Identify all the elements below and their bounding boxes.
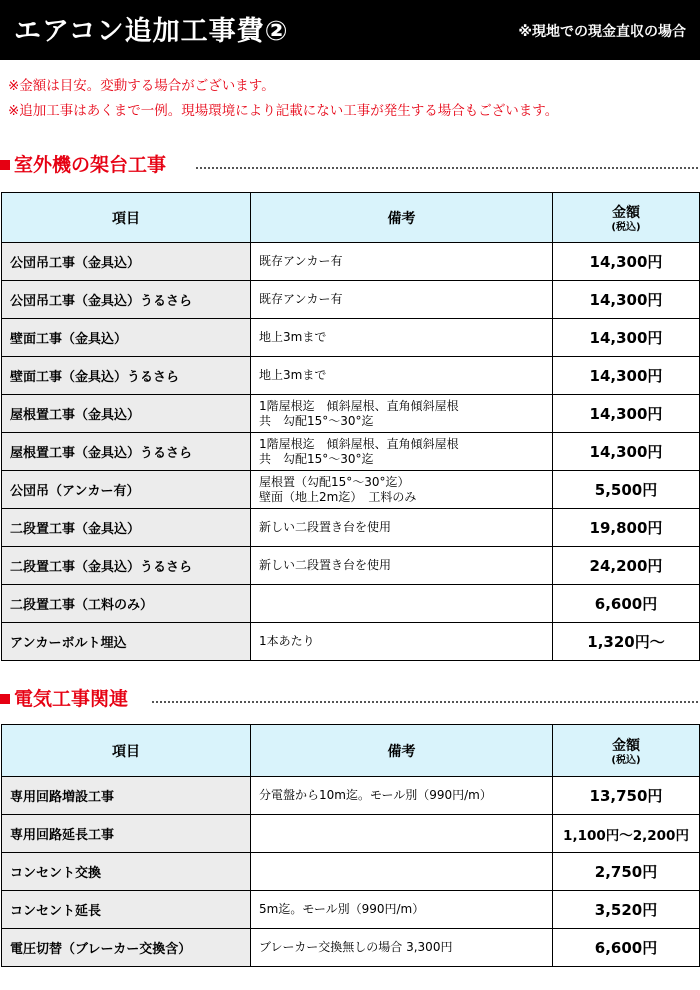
table-header-row [2,193,700,243]
row-price: 6,600円 [553,585,700,623]
row-price: 1,320円～ [553,623,700,661]
row-price: 14,300円 [553,433,700,471]
row-note: 既存アンカー有 [251,243,553,281]
row-price: 14,300円 [553,395,700,433]
price-header-tax: (税込) [611,754,641,766]
price-header-label: 金額 [612,204,640,221]
row-item: 公団吊工事（金具込）うるさら [2,281,251,319]
table-row [2,281,700,319]
row-item: 専用回路増設工事 [2,777,251,815]
page-title: エアコン追加工事費② [14,16,289,47]
row-item: 二段置工事（工料のみ） [2,585,251,623]
table-row [2,891,700,929]
row-note: 屋根置（勾配15°～30°迄） 壁面（地上2m迄） 工料のみ [251,471,553,509]
row-item: 公団吊（アンカー有） [2,471,251,509]
row-item: 専用回路延長工事 [2,815,251,853]
table-row [2,853,700,891]
table-row [2,395,700,433]
row-price: 14,300円 [553,281,700,319]
row-item: 公団吊工事（金具込） [2,243,251,281]
table-row [2,547,700,585]
page-subtitle: ※現地での現金直収の場合 [518,24,686,40]
header-bar [0,0,700,60]
row-note: 1本あたり [251,623,553,661]
table-row [2,433,700,471]
table-body [2,243,700,661]
row-note [251,853,553,891]
row-item: 壁面工事（金具込）うるさら [2,357,251,395]
row-price: 5,500円 [553,471,700,509]
row-note [251,815,553,853]
column-header-note: 備考 [251,725,553,777]
table-row [2,471,700,509]
table-row [2,777,700,815]
row-note: 地上3mまで [251,357,553,395]
row-note: 1階屋根迄 傾斜屋根、直角傾斜屋根 共 勾配15°～30°迄 [251,433,553,471]
column-header-note: 備考 [251,193,553,243]
row-item: 電圧切替（ブレーカー交換含） [2,929,251,967]
table-row [2,243,700,281]
row-note: 新しい二段置き台を使用 [251,547,553,585]
row-price: 14,300円 [553,357,700,395]
row-item: コンセント交換 [2,853,251,891]
column-header-item: 項目 [2,193,251,243]
column-header-price [553,193,700,243]
square-bullet-icon [0,694,10,704]
note-line: ※金額は目安。変動する場合がございます。 [8,78,275,94]
table-row [2,929,700,967]
section-heading: 電気工事関連 [14,688,129,710]
row-price: 3,520円 [553,891,700,929]
section-title-electric [0,685,700,713]
row-price: 1,100円～2,200円 [553,815,700,853]
notes [8,74,558,124]
row-item: 二段置工事（金具込） [2,509,251,547]
row-price: 13,750円 [553,777,700,815]
row-price: 24,200円 [553,547,700,585]
dotted-divider [196,167,698,169]
row-note: ブレーカー交換無しの場合 3,300円 [251,929,553,967]
table-row [2,319,700,357]
row-price: 19,800円 [553,509,700,547]
section-heading: 室外機の架台工事 [14,154,167,176]
table-row [2,357,700,395]
table-row [2,585,700,623]
row-item: アンカーボルト埋込 [2,623,251,661]
row-item: 屋根置工事（金具込） [2,395,251,433]
row-note: 分電盤から10m迄。モール別（990円/m） [251,777,553,815]
row-price: 2,750円 [553,853,700,891]
row-item: 壁面工事（金具込） [2,319,251,357]
row-item: コンセント延長 [2,891,251,929]
column-header-price [553,725,700,777]
price-header-label: 金額 [612,737,640,754]
row-note: 1階屋根迄 傾斜屋根、直角傾斜屋根 共 勾配15°～30°迄 [251,395,553,433]
table-body [2,777,700,967]
price-table-mount [1,192,700,661]
row-note: 地上3mまで [251,319,553,357]
dotted-divider [152,701,698,703]
row-note [251,585,553,623]
table-header-row [2,725,700,777]
price-header-tax: (税込) [611,221,641,233]
section-title-mount [0,151,700,179]
note-line: ※追加工事はあくまで一例。現場環境により記載にない工事が発生する場合もございます。 [8,103,559,119]
price-table-electric [1,724,700,967]
row-note: 新しい二段置き台を使用 [251,509,553,547]
row-item: 屋根置工事（金具込）うるさら [2,433,251,471]
square-bullet-icon [0,160,10,170]
row-item: 二段置工事（金具込）うるさら [2,547,251,585]
row-price: 14,300円 [553,319,700,357]
row-note: 既存アンカー有 [251,281,553,319]
row-price: 6,600円 [553,929,700,967]
table-row [2,509,700,547]
table-row [2,815,700,853]
row-price: 14,300円 [553,243,700,281]
table-row [2,623,700,661]
row-note: 5m迄。モール別（990円/m） [251,891,553,929]
column-header-item: 項目 [2,725,251,777]
